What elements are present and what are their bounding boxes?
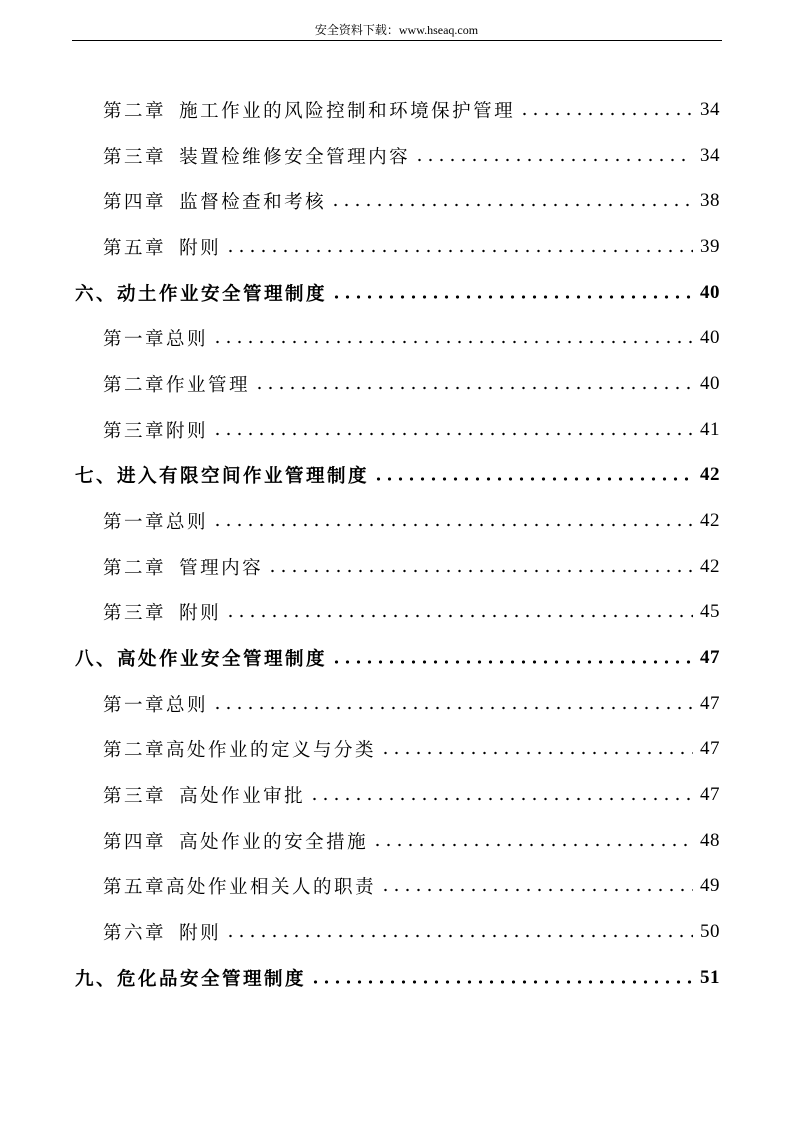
toc-section-page: 51 [700, 966, 720, 988]
dot-leader [310, 972, 693, 984]
dot-leader [267, 561, 693, 573]
toc-section-page: 47 [700, 646, 720, 668]
header-rule [72, 40, 722, 41]
toc-entry [0, 818, 793, 864]
dot-leader [212, 424, 693, 436]
toc-section-entry [0, 452, 793, 498]
toc-entry [0, 224, 793, 270]
page-header: 安全资料下载：www.hseaq.com [314, 23, 479, 37]
toc-entry-title: 第五章高处作业相关人的职责 [103, 878, 377, 899]
toc-entry-page: 48 [700, 829, 720, 851]
toc-entry [0, 589, 793, 635]
toc-entry-page: 38 [700, 190, 720, 212]
dot-leader [330, 195, 693, 207]
toc-entry-title: 第三章 高处作业审批 [103, 786, 306, 807]
toc-entry-title: 第三章 附则 [103, 604, 222, 625]
toc-entry [0, 863, 793, 909]
dot-leader [331, 652, 693, 664]
toc-entry-page: 47 [700, 783, 720, 805]
toc-section-title: 七、进入有限空间作业管理制度 [75, 467, 370, 488]
toc-entry-page: 41 [700, 418, 720, 440]
dot-leader [372, 835, 693, 847]
toc-section-title: 九、危化品安全管理制度 [75, 969, 307, 990]
toc-entry [0, 315, 793, 361]
toc-entry [0, 909, 793, 955]
toc-entry-title: 第二章 施工作业的风险控制和环境保护管理 [103, 101, 516, 122]
toc-entry-title: 第二章高处作业的定义与分类 [103, 741, 377, 762]
toc-section-page: 40 [700, 281, 720, 303]
toc-entry-title: 第三章 装置检维修安全管理内容 [103, 147, 411, 168]
dot-leader [225, 926, 693, 938]
toc-entry-page: 45 [700, 601, 720, 623]
toc-entry [0, 498, 793, 544]
toc-entry-page: 34 [700, 144, 720, 166]
toc-section-title: 六、动土作业安全管理制度 [75, 284, 328, 305]
dot-leader [212, 515, 693, 527]
dot-leader [414, 150, 693, 162]
toc-entry [0, 772, 793, 818]
toc-entry-title: 第四章 监督检查和考核 [103, 193, 327, 214]
dot-leader [380, 743, 693, 755]
toc-entry-page: 40 [700, 327, 720, 349]
dot-leader [373, 469, 693, 481]
toc-entry-page: 47 [700, 738, 720, 760]
toc-entry-title: 第二章作业管理 [103, 375, 251, 396]
toc-entry-title: 第一章总则 [103, 512, 209, 533]
toc-section-entry [0, 635, 793, 681]
toc-entry-page: 50 [700, 920, 720, 942]
toc-entry-page: 47 [700, 692, 720, 714]
toc-entry-title: 第二章 管理内容 [103, 558, 264, 579]
toc-entry-title: 第五章 附则 [103, 238, 222, 259]
dot-leader [309, 789, 693, 801]
toc-entry [0, 544, 793, 590]
toc-entry-page: 42 [700, 555, 720, 577]
toc-entry-title: 第六章 附则 [103, 923, 222, 944]
toc-entry-page: 39 [700, 235, 720, 257]
dot-leader [519, 104, 693, 116]
dot-leader [254, 378, 693, 390]
toc-entry [0, 178, 793, 224]
toc-entry-page: 42 [700, 509, 720, 531]
toc-entry [0, 726, 793, 772]
toc-entry [0, 407, 793, 453]
dot-leader [331, 287, 693, 299]
toc-entry-title: 第一章总则 [103, 330, 209, 351]
table-of-contents [0, 87, 793, 1000]
toc-entry [0, 87, 793, 133]
toc-entry [0, 681, 793, 727]
dot-leader [212, 332, 693, 344]
toc-entry-title: 第三章附则 [103, 421, 209, 442]
toc-section-entry [0, 955, 793, 1001]
toc-entry-page: 34 [700, 98, 720, 120]
toc-entry-page: 49 [700, 875, 720, 897]
toc-entry [0, 133, 793, 179]
dot-leader [380, 880, 693, 892]
toc-entry-page: 40 [700, 372, 720, 394]
toc-section-entry [0, 270, 793, 316]
dot-leader [212, 698, 693, 710]
toc-entry-title: 第一章总则 [103, 695, 209, 716]
toc-section-page: 42 [700, 464, 720, 486]
toc-section-title: 八、高处作业安全管理制度 [75, 649, 328, 670]
dot-leader [225, 241, 693, 253]
dot-leader [225, 606, 693, 618]
toc-entry-title: 第四章 高处作业的安全措施 [103, 832, 369, 853]
toc-entry [0, 361, 793, 407]
